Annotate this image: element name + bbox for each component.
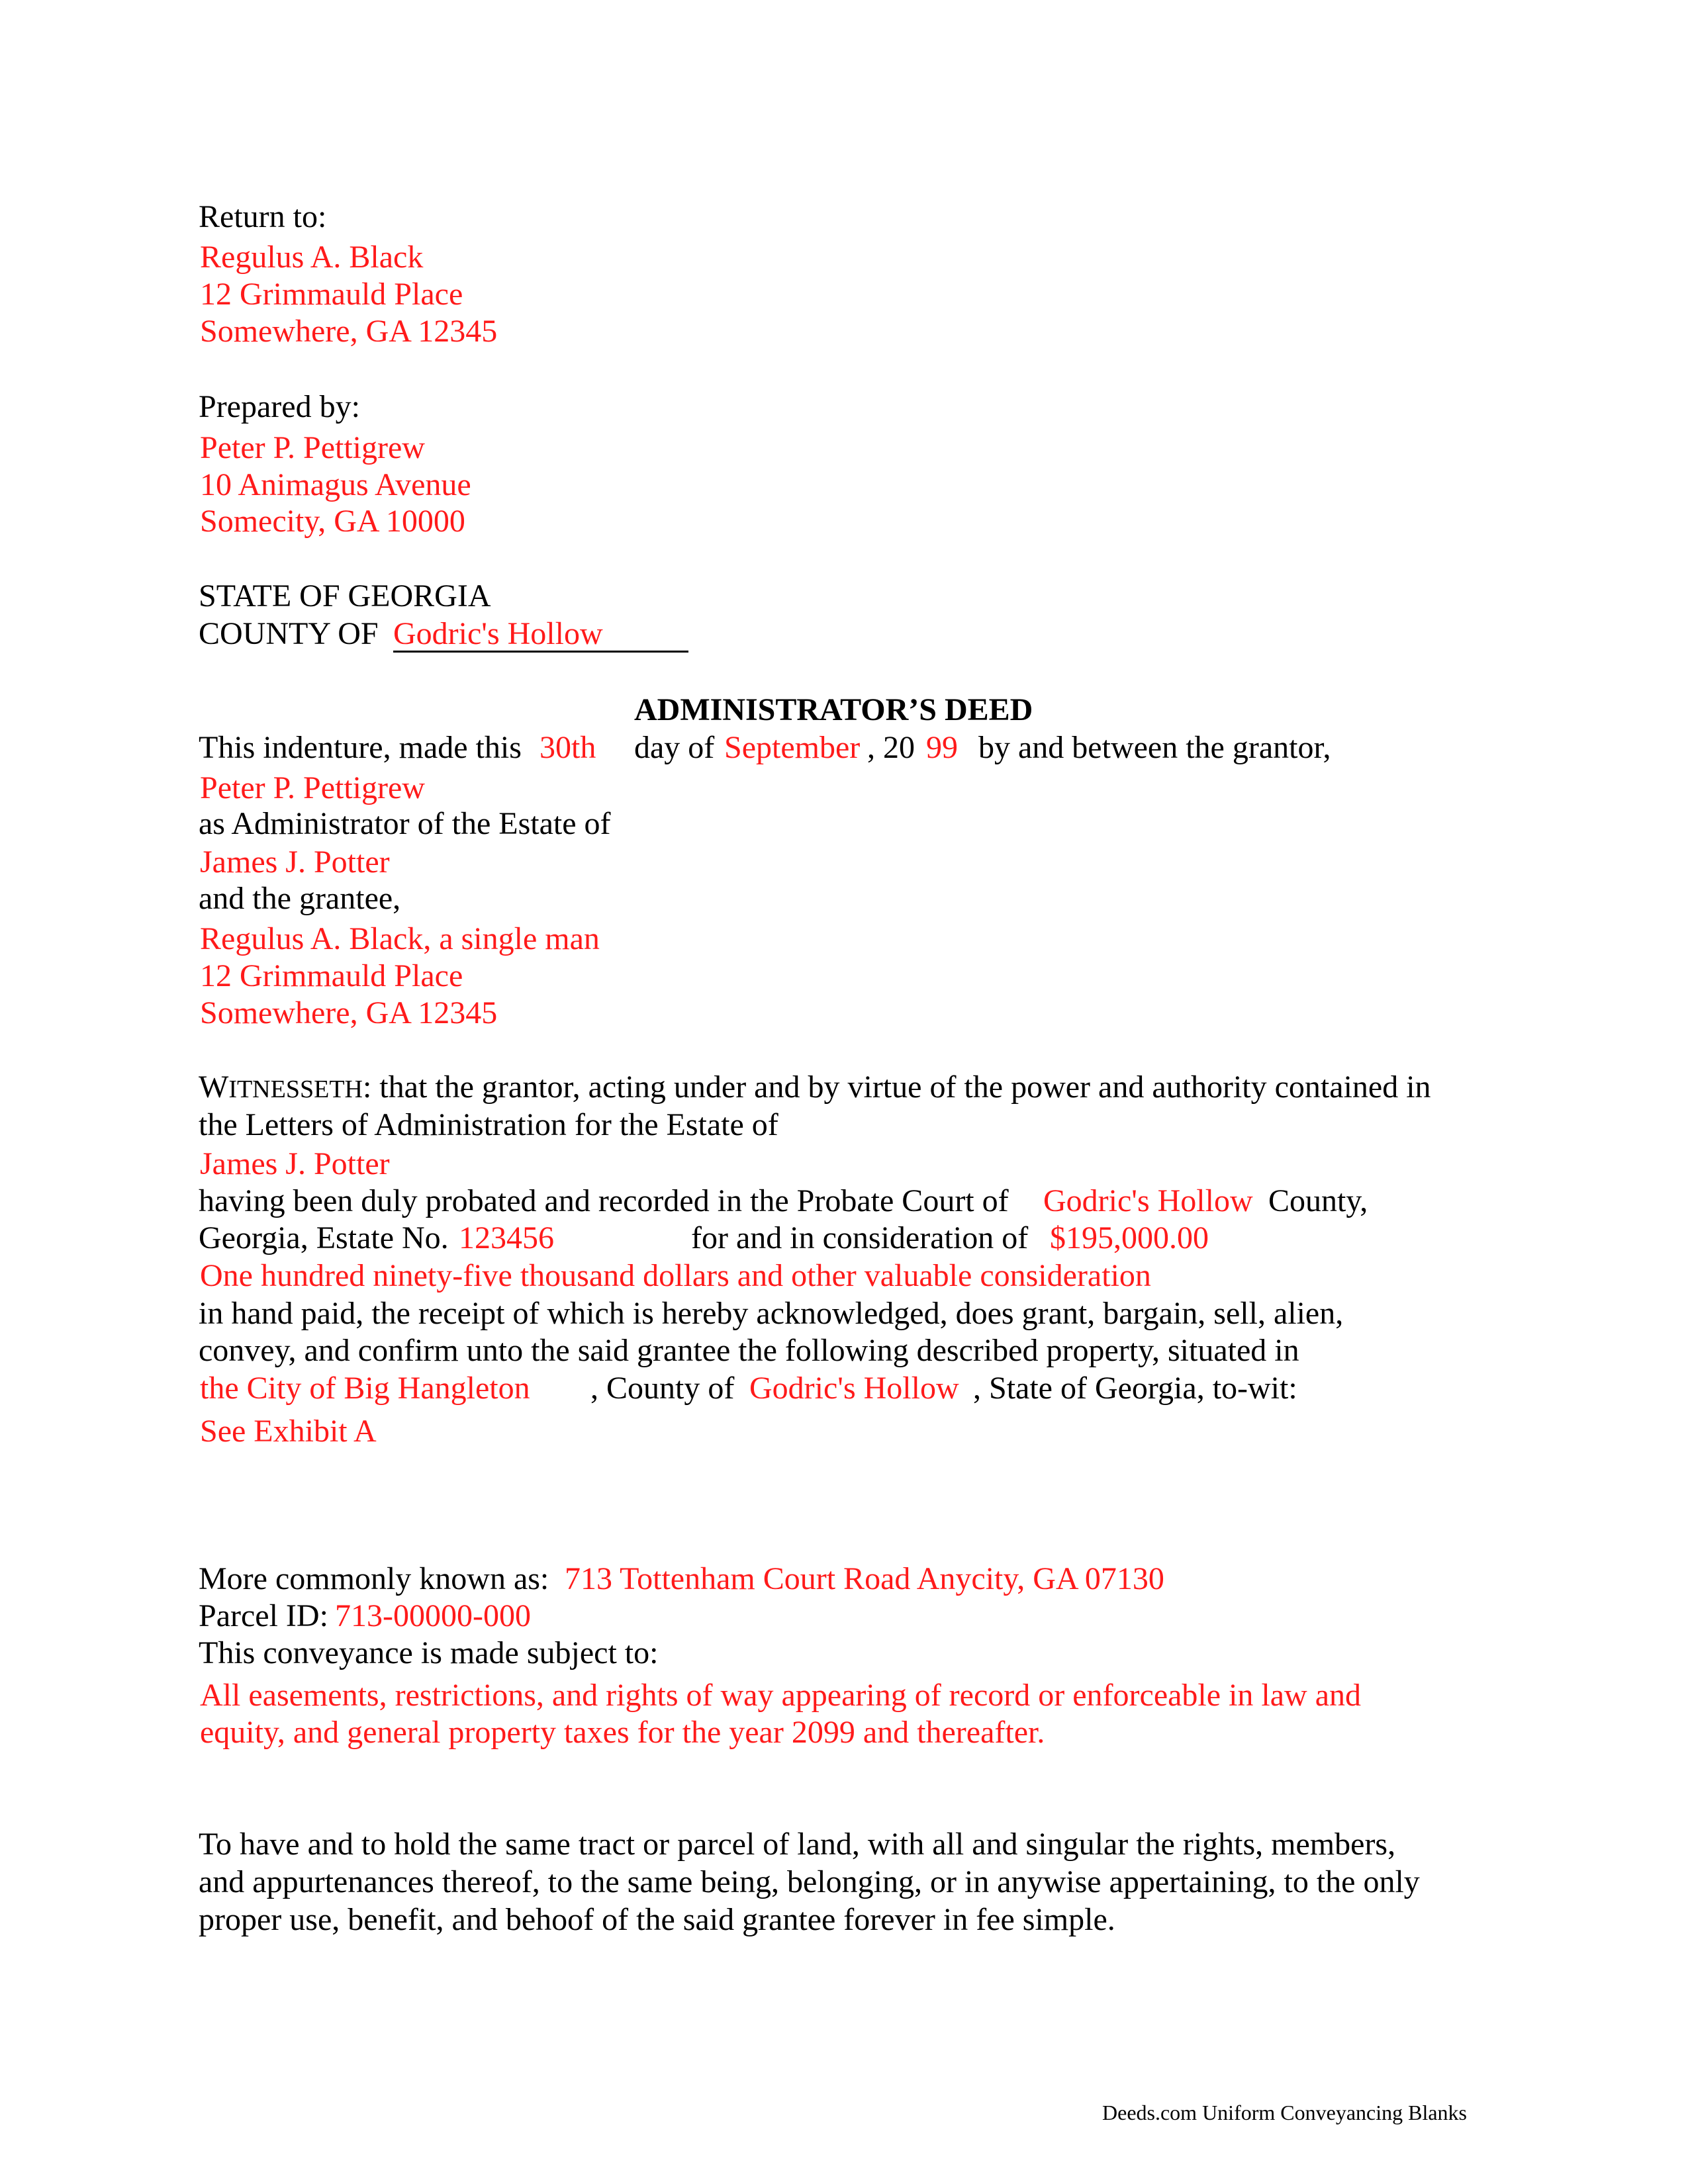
probate-county: Godric's Hollow — [1043, 1183, 1253, 1218]
indenture-prefix: This indenture, made this — [199, 730, 522, 765]
exhibit-reference: See Exhibit A — [200, 1414, 377, 1449]
witnesseth-line7: in hand paid, the receipt of which is hereby acknowledged, does grant, bargain, sell, alien, — [199, 1296, 1344, 1331]
witnesseth-line8: convey, and confirm unto the said grantee the following described property, situated in — [199, 1333, 1299, 1368]
consideration-label: for and in consideration of — [691, 1220, 1029, 1255]
amount-words: One hundred ninety-five thousand dollars and other valuable consideration — [200, 1258, 1151, 1293]
consideration-amount: $195,000.00 — [1050, 1220, 1209, 1255]
habendum-line1: To have and to hold the same tract or parcel of land, with all and singular the rights, members, — [199, 1827, 1396, 1862]
state-suffix: , State of Georgia, to-wit: — [973, 1371, 1297, 1406]
estate-no-value: 123456 — [459, 1220, 554, 1255]
habendum-line2: and appurtenances thereof, to the same being, belonging, or in anywise appertaining, to the only — [199, 1864, 1420, 1899]
property-county: Godric's Hollow — [749, 1371, 959, 1406]
decedent-name: James J. Potter — [200, 844, 390, 880]
prepared-by-address1: 10 Animagus Avenue — [200, 467, 471, 502]
probate-prefix: having been duly probated and recorded in the Probate Court of — [199, 1183, 1009, 1218]
subject-to-label: This conveyance is made subject to: — [199, 1635, 659, 1670]
return-to-name: Regulus A. Black — [200, 240, 424, 275]
footer-text: Deeds.com Uniform Conveyancing Blanks — [1102, 2101, 1467, 2124]
county-label: COUNTY OF — [199, 616, 379, 651]
witnesseth-decedent: James J. Potter — [200, 1146, 390, 1181]
probate-suffix: County, — [1268, 1183, 1368, 1218]
estate-no-label: Georgia, Estate No. — [199, 1220, 449, 1255]
return-to-label: Return to: — [199, 199, 327, 234]
county-underline — [393, 651, 688, 653]
indenture-between: by and between the grantor, — [978, 730, 1331, 765]
witnesseth-rest: ITNESSETH — [228, 1075, 363, 1103]
prepared-by-name: Peter P. Pettigrew — [200, 430, 425, 465]
as-administrator: as Administrator of the Estate of — [199, 806, 611, 841]
grantee-address1: 12 Grimmauld Place — [200, 958, 463, 993]
witnesseth-line2: the Letters of Administration for the Estate of — [199, 1107, 778, 1142]
grantee-address2: Somewhere, GA 12345 — [200, 995, 498, 1030]
subject-to-line1: All easements, restrictions, and rights of way appearing of record or enforceable in law and — [200, 1678, 1362, 1713]
county-value: Godric's Hollow — [393, 616, 603, 651]
return-to-address1: 12 Grimmauld Place — [200, 277, 463, 312]
prepared-by-label: Prepared by: — [199, 389, 360, 424]
return-to-address2: Somewhere, GA 12345 — [200, 314, 498, 349]
subject-to-line2: equity, and general property taxes for the year 2099 and thereafter. — [200, 1715, 1045, 1750]
grantee-name: Regulus A. Black, a single man — [200, 921, 600, 956]
known-as-value: 713 Tottenham Court Road Anycity, GA 07130 — [565, 1561, 1164, 1596]
indenture-day-of: day of — [634, 730, 715, 765]
indenture-day: 30th — [539, 730, 596, 765]
witnesseth-line1 — [199, 1069, 1431, 1108]
witnesseth-line1-text: : that the grantor, acting under and by virtue of the power and authority contained in — [362, 1069, 1431, 1105]
grantor-name: Peter P. Pettigrew — [200, 770, 425, 805]
parcel-id-label: Parcel ID: — [199, 1598, 328, 1633]
deed-title: ADMINISTRATOR’S DEED — [634, 692, 1033, 727]
habendum-line3: proper use, benefit, and behoof of the said grantee forever in fee simple. — [199, 1902, 1115, 1937]
indenture-month: September — [724, 730, 861, 765]
state-line: STATE OF GEORGIA — [199, 578, 491, 614]
known-as-label: More commonly known as: — [199, 1561, 549, 1596]
parcel-id-value: 713-00000-000 — [335, 1598, 531, 1633]
and-grantee: and the grantee, — [199, 881, 401, 916]
indenture-year-prefix: , 20 — [867, 730, 915, 765]
prepared-by-address2: Somecity, GA 10000 — [200, 504, 465, 539]
indenture-year-suffix: 99 — [926, 730, 958, 765]
county-of-label: , County of — [590, 1371, 735, 1406]
property-city: the City of Big Hangleton — [200, 1371, 530, 1406]
witnesseth-w: W — [199, 1069, 229, 1105]
